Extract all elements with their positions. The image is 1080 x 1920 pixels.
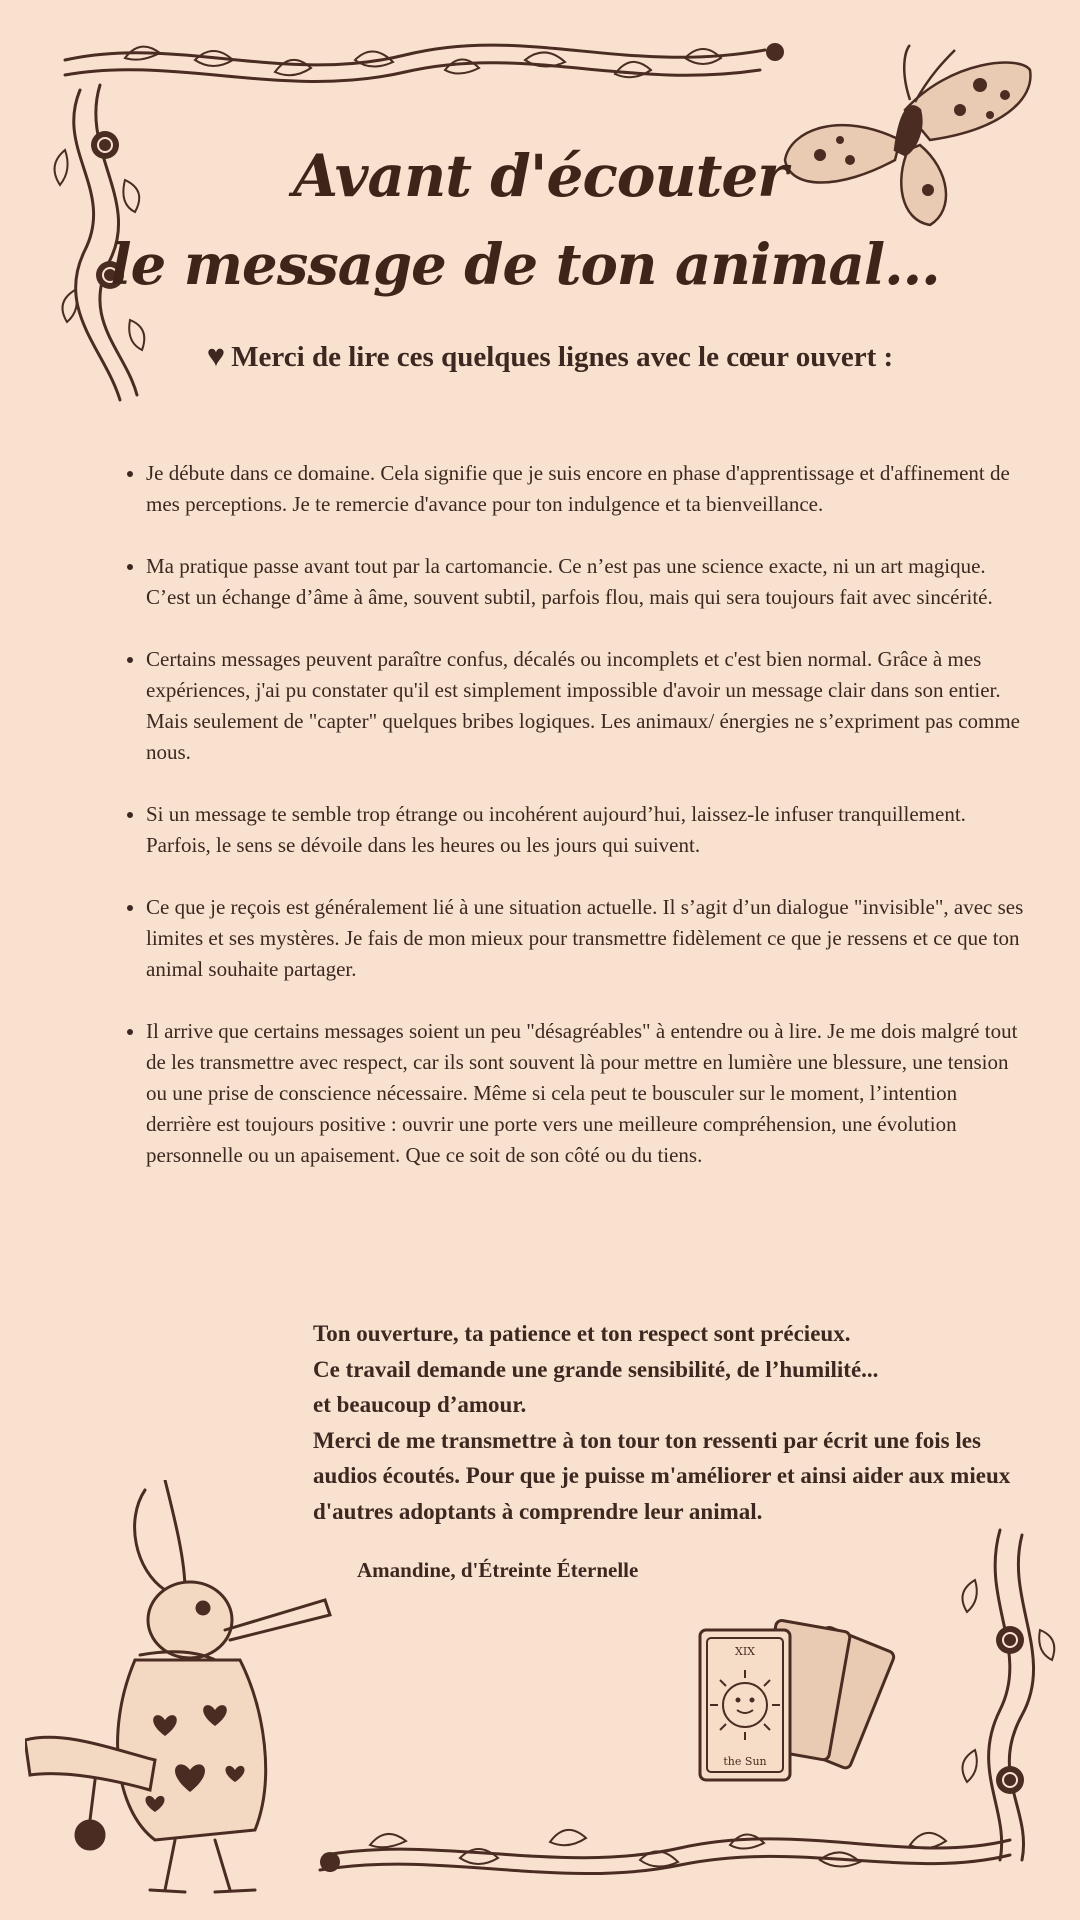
rabbit-icon (25, 1480, 345, 1900)
closing-line: Merci de me transmettre à ton tour ton ressenti par écrit une fois les audios écoutés. Pour que je puisse m'améliorer et ainsi aider aux mieux d'autres adoptants à comprendre leur animal. (313, 1427, 1011, 1524)
closing-message (313, 1316, 1013, 1529)
floral-vine-bottom-icon (310, 1520, 1060, 1900)
closing-line: et beaucoup d’amour. (313, 1392, 527, 1417)
page-title-line-2: le message de ton animal... (110, 232, 940, 298)
butterfly-icon (780, 40, 1040, 240)
subtitle (0, 338, 1080, 374)
tarot-card-name: the Sun (723, 1755, 767, 1768)
heart-icon: ♥ (206, 338, 226, 373)
list-item: • Ce que je reçois est généralement lié à une situation actuelle. Il s’agit d’un dialogue "invisible", avec ses limites et ses mystères. Je fais de mon mieux pour transmettre fidèlement ce que je ressens et ce que ton animal souhaite partager. (146, 892, 1026, 985)
signature: Amandine, d'Étreinte Éternelle (357, 1558, 639, 1582)
closing-line: Ce travail demande une grande sensibilité, de l’humilité... (313, 1356, 879, 1382)
list-item: • Certains messages peuvent paraître confus, décalés ou incomplets et c'est bien normal. Grâce à mes expériences, j'ai pu constater qu'il est simplement impossible d'avoir un message clair dans son entier. Mais seulement de "capter" quelques bribes logiques. Les animaux/ énergies ne s’expriment pas comme nous. (146, 644, 1026, 768)
list-item: • Ma pratique passe avant tout par la cartomancie. Ce n’est pas une science exacte, ni un art magique. C’est un échange d’âme à âme, souvent subtil, parfois flou, mais qui sera toujours fait avec sincérité. (146, 551, 1026, 613)
tarot-card-numeral: XIX (734, 1645, 756, 1658)
closing-line: Ton ouverture, ta patience et ton respect sont précieux. (313, 1321, 851, 1346)
list-item: • Si un message te semble trop étrange ou incohérent aujourd’hui, laissez-le infuser tranquillement. Parfois, le sens se dévoile dans les heures ou les jours qui suivent. (146, 799, 1026, 861)
list-item: • Il arrive que certains messages soient un peu "désagréables" à entendre ou à lire. Je me dois malgré tout de les transmettre avec respect, car ils sont souvent là pour mettre en lumière une blessure, une tension ou une prise de conscience nécessaire. Même si cela peut te bousculer sur le moment, l’intention derrière est toujours positive : ouvrir une porte vers une meilleure compréhension, une évolution personnelle ou un apaisement. Que ce soit de son côté ou du tiens. (146, 1016, 1026, 1171)
bullet-list (100, 458, 1026, 1202)
list-item: • Je débute dans ce domaine. Cela signifie que je suis encore en phase d'apprentissage et d'affinement de mes perceptions. Je te remercie d'avance pour ton indulgence et ta bienveillance. (146, 458, 1026, 520)
page-title-line-1: Avant d'écouter (293, 142, 787, 210)
subtitle-text: Merci de lire ces quelques lignes avec le cœur ouvert : (231, 341, 894, 373)
